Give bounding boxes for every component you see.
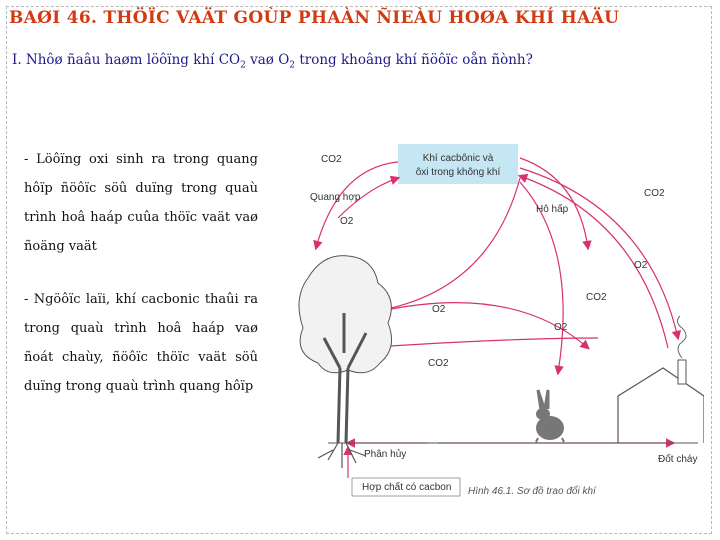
question-mid: vaø O xyxy=(245,52,290,68)
label-dot-chay: Đốt cháy xyxy=(658,454,698,465)
gas-exchange-diagram xyxy=(288,138,704,508)
label-o2-mid1: O2 xyxy=(432,304,446,315)
question-suffix: trong khoâng khí ñöôïc oån ñònh? xyxy=(295,52,533,68)
paragraph-carbonic: - Ngöôïc laïi, khí cacbonic thaûi ra trong quaù trình hoâ haáp vaø ñoát chaùy, ñöôïc thöïc vaät söû duïng trong quaù trình quang hôïp xyxy=(24,292,258,394)
slide-title: BAØI 46. THÖÏC VAÄT GOÙP PHAÀN ÑIEÀU HOØA KHÍ HAÄU xyxy=(9,8,620,28)
house-illustration xyxy=(618,316,704,443)
label-o2-mid2: O2 xyxy=(554,322,568,333)
label-co2-mid2: CO2 xyxy=(428,358,449,369)
label-ho-hap: Hô hấp xyxy=(536,204,569,215)
question-sub-2: 2 xyxy=(289,60,296,71)
label-co2-right: CO2 xyxy=(644,188,665,199)
label-quang-hop: Quang hợp xyxy=(310,192,361,203)
figure-caption: Hình 46.1. Sơ đồ trao đổi khí xyxy=(468,486,596,497)
question-prefix: I. Nhôø ñaâu haøm löôïng khí CO xyxy=(12,52,241,68)
air-box xyxy=(398,144,518,184)
air-box-line-1: Khí cacbônic và xyxy=(422,153,494,164)
label-phan-huy: Phân hủy xyxy=(364,449,407,460)
section-question xyxy=(12,52,533,71)
question-sub-1: 2 xyxy=(240,60,246,71)
arrow-co2-to-tree xyxy=(316,162,398,248)
label-o2-right: O2 xyxy=(634,260,648,271)
label-co2-mid: CO2 xyxy=(586,292,607,303)
air-box-line-2: ôxi trong không khí xyxy=(415,167,501,178)
paragraph-oxygen: - Löôïng oxi sinh ra trong quang hôïp ñöôïc söû duïng trong quaù trình hoâ haáp cuûa thöïc vaät vaø ñoäng vaät xyxy=(24,152,258,254)
rabbit-illustration xyxy=(536,390,564,442)
label-co2-top: CO2 xyxy=(321,154,342,165)
label-o2-left: O2 xyxy=(340,216,354,227)
label-hop-chat: Hợp chất có cacbon xyxy=(362,482,452,493)
tree-illustration xyxy=(299,256,392,468)
